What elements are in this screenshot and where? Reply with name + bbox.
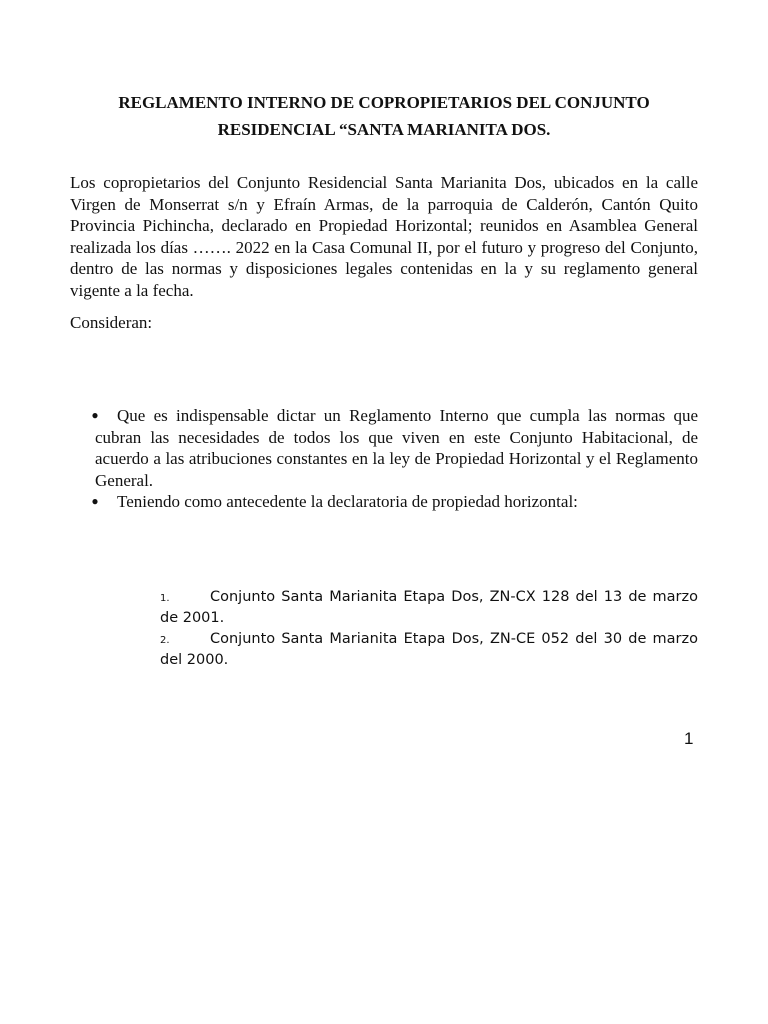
list-item <box>91 491 698 513</box>
considering-label: Consideran: <box>70 313 153 332</box>
document-title-line-2: RESIDENCIAL “SANTA MARIANITA DOS. <box>217 120 551 139</box>
list-item-text: Conjunto Santa Marianita Etapa Dos, ZN-CE 052 del 30 de marzo del 2000. <box>160 631 698 668</box>
list-item <box>160 587 698 629</box>
considerations-list <box>91 405 698 513</box>
list-item <box>160 629 698 671</box>
list-item-text: Conjunto Santa Marianita Etapa Dos, ZN-CX 128 del 13 de marzo de 2001. <box>160 589 698 626</box>
document-title-line-1: REGLAMENTO INTERNO DE COPROPIETARIOS DEL CONJUNTO <box>118 93 650 112</box>
declarations-list <box>160 587 698 671</box>
list-number: 1. <box>160 593 170 604</box>
bullet-text: Teniendo como antecedente la declaratoria de propiedad horizontal: <box>117 492 578 511</box>
list-item <box>91 405 698 491</box>
bullet-icon: ● <box>91 494 99 508</box>
page-number: 1 <box>684 729 694 748</box>
intro-paragraph: Los copropietarios del Conjunto Residencial Santa Marianita Dos, ubicados en la calle Virgen de Monserrat s/n y Efraín Armas, de la parroquia de Calderón, Cantón Quito Provincia Pichincha, declarado en Propiedad Horizontal; reunidos en Asamblea General realizada los días ……. 2022 en la Casa Comunal II, por el futuro y progreso del Conjunto, dentro de las normas y disposiciones legales contenidas en la y su reglamento general vigente a la fecha. <box>70 173 698 300</box>
bullet-text: Que es indispensable dictar un Reglamento Interno que cumpla las normas que cubran las necesidades de todos los que viven en este Conjunto Habitacional, de acuerdo a las atribuciones constantes en la ley de Propiedad Horizontal y el Reglamento General. <box>95 406 698 490</box>
list-number: 2. <box>160 635 170 646</box>
bullet-icon: ● <box>91 408 99 422</box>
